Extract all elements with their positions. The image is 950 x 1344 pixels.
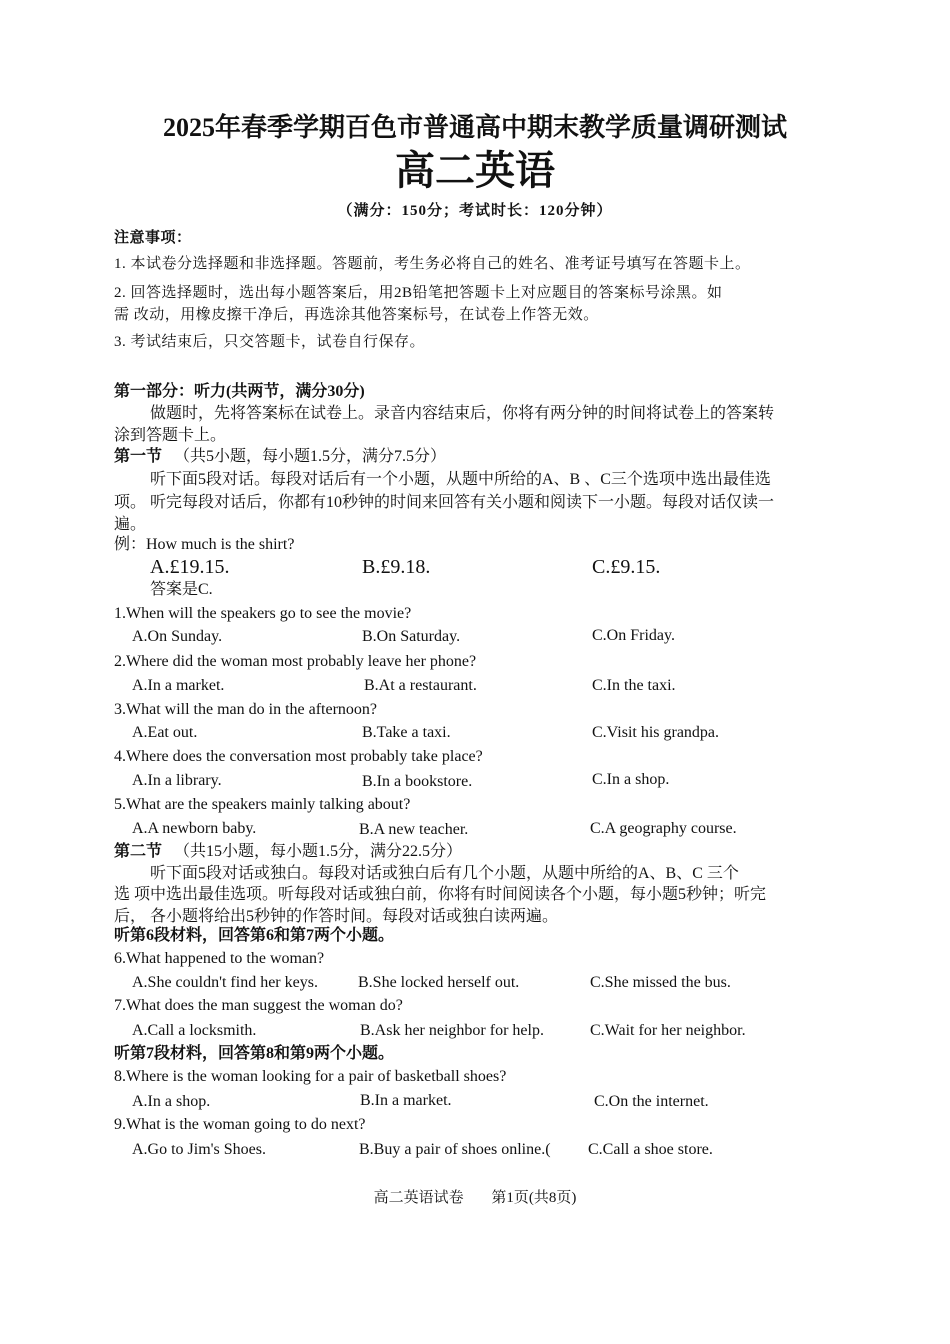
example-option-a: A.£19.15. [150, 556, 230, 578]
q9-option-b: B.Buy a pair of shoes online.( [359, 1141, 551, 1158]
section1-directions: 听下面5段对话。每段对话后有一个小题，从题中所给的A、B 、C三个选项中选出最佳选 [150, 471, 771, 488]
subject-title: 高二英语 [395, 148, 555, 193]
section2-directions-2: 选 项中选出最佳选项。听每段对话或独白前，你将有时间阅读各个小题，每小题5秒钟；听完 [114, 886, 767, 903]
notice-item-2: 2. 回答选择题时，选出每小题答案后，用2B铅笔把答题卡上对应题目的答案标号涂黑。如 [114, 285, 723, 301]
score-time-note: （满分：150分；考试时长：120分钟） [337, 203, 613, 219]
part1-heading: 第一部分：听力(共两节，满分30分) [114, 383, 365, 400]
notice-item-2-cont: 需 改动，用橡皮擦干净后，再选涂其他答案标号，在试卷上作答无效。 [114, 307, 599, 323]
section2-label: 第二节 [114, 843, 163, 860]
section1-label: 第一节 [114, 448, 163, 465]
example-option-b: B.£9.18. [362, 556, 431, 578]
question-4: 4.Where does the conversation most probably take place? [114, 748, 483, 765]
q9-option-a: A.Go to Jim's Shoes. [132, 1141, 267, 1158]
material-7-heading: 听第7段材料，回答第8和第9两个小题。 [114, 1045, 395, 1062]
q3-option-c: C.Visit his grandpa. [592, 724, 720, 741]
q2-option-a: A.In a market. [132, 677, 225, 694]
footer-subject: 高二英语试卷 [373, 1190, 464, 1206]
q1-option-b: B.On Saturday. [362, 628, 461, 645]
page-footer [0, 1186, 950, 1207]
q6-option-a: A.She couldn't find her keys. [132, 974, 318, 991]
section2-header [114, 842, 462, 862]
part1-intro: 做题时，先将答案标在试卷上。录音内容结束后，你将有两分钟的时间将试卷上的答案转 [150, 405, 775, 422]
material-6-heading: 听第6段材料，回答第6和第7两个小题。 [114, 927, 395, 944]
q7-option-c: C.Wait for her neighbor. [590, 1022, 746, 1039]
notice-item-1: 1. 本试卷分选择题和非选择题。答题前，考生务必将自己的姓名、准考证号填写在答题卡上。 [114, 256, 751, 272]
question-6: 6.What happened to the woman? [114, 950, 325, 967]
question-7: 7.What does the man suggest the woman do? [114, 997, 403, 1014]
example-question: 例：How much is the shirt? [114, 536, 295, 553]
section1-directions-2: 项。 听完每段对话后，你都有10秒钟的时间来回答有关小题和阅读下一小题。每段对话仅读一 [114, 494, 775, 511]
section2-directions: 听下面5段对话或独白。每段对话或独白后有几个小题，从题中所给的A、B、C 三个 [150, 865, 739, 882]
question-5: 5.What are the speakers mainly talking about? [114, 796, 411, 813]
q1-option-c: C.On Friday. [592, 627, 675, 644]
q4-option-c: C.In a shop. [592, 771, 670, 788]
q7-option-a: A.Call a locksmith. [132, 1022, 257, 1039]
q5-option-c: C.A geography course. [590, 820, 737, 837]
notice-heading: 注意事项： [114, 230, 192, 246]
question-1: 1.When will the speakers go to see the movie? [114, 605, 412, 622]
question-3: 3.What will the man do in the afternoon? [114, 701, 378, 718]
section2-directions-3: 后， 各小题将给出5秒钟的作答时间。每段对话或独白读两遍。 [114, 908, 559, 925]
exam-title: 2025年春季学期百色市普通高中期末教学质量调研测试 [162, 113, 787, 142]
q4-option-a: A.In a library. [132, 772, 222, 789]
q6-option-c: C.She missed the bus. [590, 974, 731, 991]
q2-option-c: C.In the taxi. [592, 677, 676, 694]
section1-info: （共5小题，每小题1.5分，满分7.5分） [174, 448, 447, 465]
q4-option-b: B.In a bookstore. [362, 773, 473, 790]
section1-directions-3: 遍。 [114, 516, 147, 533]
question-8: 8.Where is the woman looking for a pair of basketball shoes? [114, 1068, 507, 1085]
footer-page-number: 第1页(共8页) [491, 1190, 577, 1206]
q3-option-b: B.Take a taxi. [362, 724, 451, 741]
section2-info: （共15小题，每小题1.5分，满分22.5分） [174, 843, 463, 860]
q2-option-b: B.At a restaurant. [364, 677, 477, 694]
q8-option-b: B.In a market. [360, 1092, 452, 1109]
example-option-c: C.£9.15. [592, 556, 661, 578]
q5-option-a: A.A newborn baby. [132, 820, 257, 837]
question-9: 9.What is the woman going to do next? [114, 1116, 366, 1133]
q6-option-b: B.She locked herself out. [358, 974, 520, 991]
q9-option-c: C.Call a shoe store. [588, 1141, 713, 1158]
part1-intro-cont: 涂到答题卡上。 [114, 427, 227, 444]
q3-option-a: A.Eat out. [132, 724, 198, 741]
notice-item-3: 3. 考试结束后，只交答题卡，试卷自行保存。 [114, 334, 426, 350]
example-answer: 答案是C. [150, 581, 213, 598]
q1-option-a: A.On Sunday. [132, 628, 223, 645]
section1-header [114, 447, 446, 467]
question-2: 2.Where did the woman most probably leave her phone? [114, 653, 477, 670]
q8-option-a: A.In a shop. [132, 1093, 211, 1110]
q8-option-c: C.On the internet. [594, 1093, 709, 1110]
q7-option-b: B.Ask her neighbor for help. [360, 1022, 544, 1039]
q5-option-b: B.A new teacher. [359, 821, 469, 838]
